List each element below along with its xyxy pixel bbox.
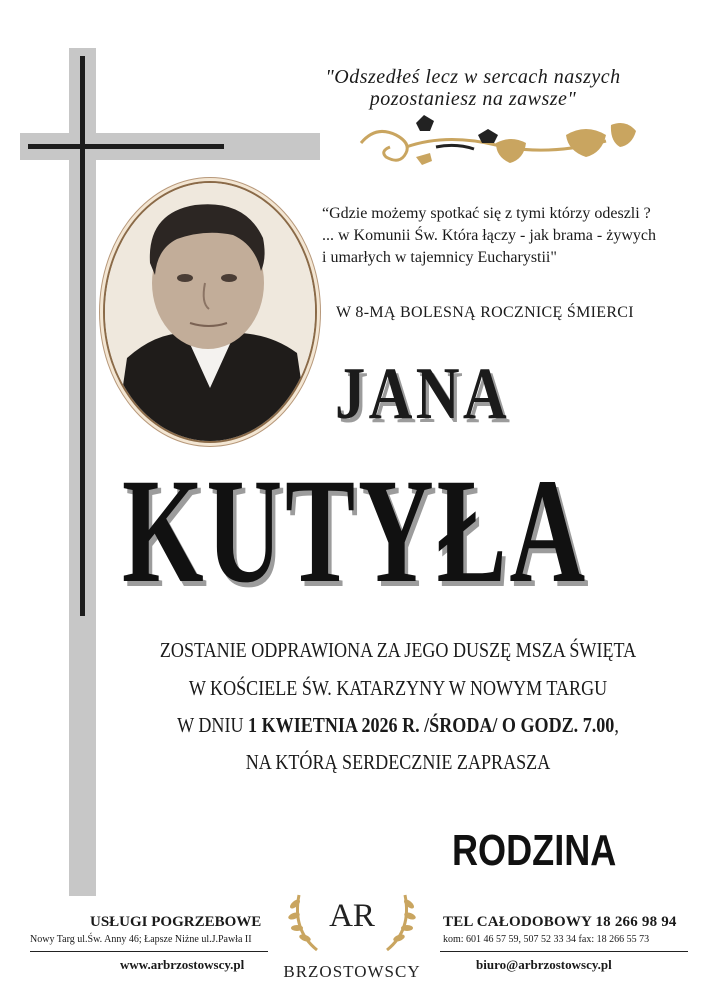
first-name: JANA	[335, 353, 510, 435]
phone-number: TEL CAŁODOBOWY 18 266 98 94	[443, 914, 677, 930]
announcement-line-4: NA KTÓRĄ SERDECZNIE ZAPRASZA	[245, 750, 551, 774]
cross-vertical-bar	[80, 56, 85, 616]
announcement-line-2: W KOŚCIELE ŚW. KATARZYNY W NOWYM TARGU	[188, 676, 608, 700]
signature: RODZINA	[452, 826, 617, 875]
announcement-line-1: ZOSTANIE ODPRAWIONA ZA JEGO DUSZĘ MSZA ŚWIĘTA	[159, 638, 637, 662]
date-prefix: W DNIU	[177, 713, 249, 737]
motto	[268, 66, 678, 110]
leaf-ornament	[356, 113, 638, 177]
quote-line-2: ... w Komunii Św. Która łączy - jak brama - żywych	[322, 227, 656, 244]
anniversary-text: W 8-MĄ BOLESNĄ ROCZNICĘ ŚMIERCI	[336, 304, 634, 321]
date-suffix: ,	[614, 713, 619, 737]
motto-line-1: "Odszedłeś lecz w sercach naszych	[325, 66, 621, 88]
motto-line-2: pozostaniesz na zawsze"	[369, 88, 577, 110]
portrait-photo	[105, 183, 315, 441]
funeral-services-address: Nowy Targ ul.Św. Anny 46; Łapsze Niżne ul.J.Pawła II	[30, 934, 252, 945]
footer-divider-right	[440, 951, 688, 952]
footer-divider-left	[30, 951, 268, 952]
quote-line-1: “Gdzie możemy spotkać się z tymi którzy odeszli ?	[322, 205, 651, 222]
quote-line-3: i umarłych w tajemnicy Eucharystii"	[322, 249, 557, 266]
announcement-line-3	[157, 713, 639, 737]
logo-name: BRZOSTOWSCY	[283, 962, 421, 981]
quote	[322, 203, 692, 269]
email-link[interactable]: biuro@arbrzostowscy.pl	[476, 957, 612, 972]
last-name: KUTYŁA	[122, 448, 589, 614]
website-link[interactable]: www.arbrzostowscy.pl	[120, 957, 245, 972]
company-logo	[277, 880, 427, 990]
cross-horizontal-bar	[28, 144, 224, 149]
funeral-services-title: USŁUGI POGRZEBOWE	[90, 914, 262, 930]
logo-initials: AR	[329, 898, 375, 934]
mass-date: 1 KWIETNIA 2026 R. /ŚRODA/ O GODZ. 7.00	[248, 713, 615, 737]
mobile-fax-numbers: kom: 601 46 57 59, 507 52 33 34 fax: 18 266 55 73	[443, 934, 650, 945]
